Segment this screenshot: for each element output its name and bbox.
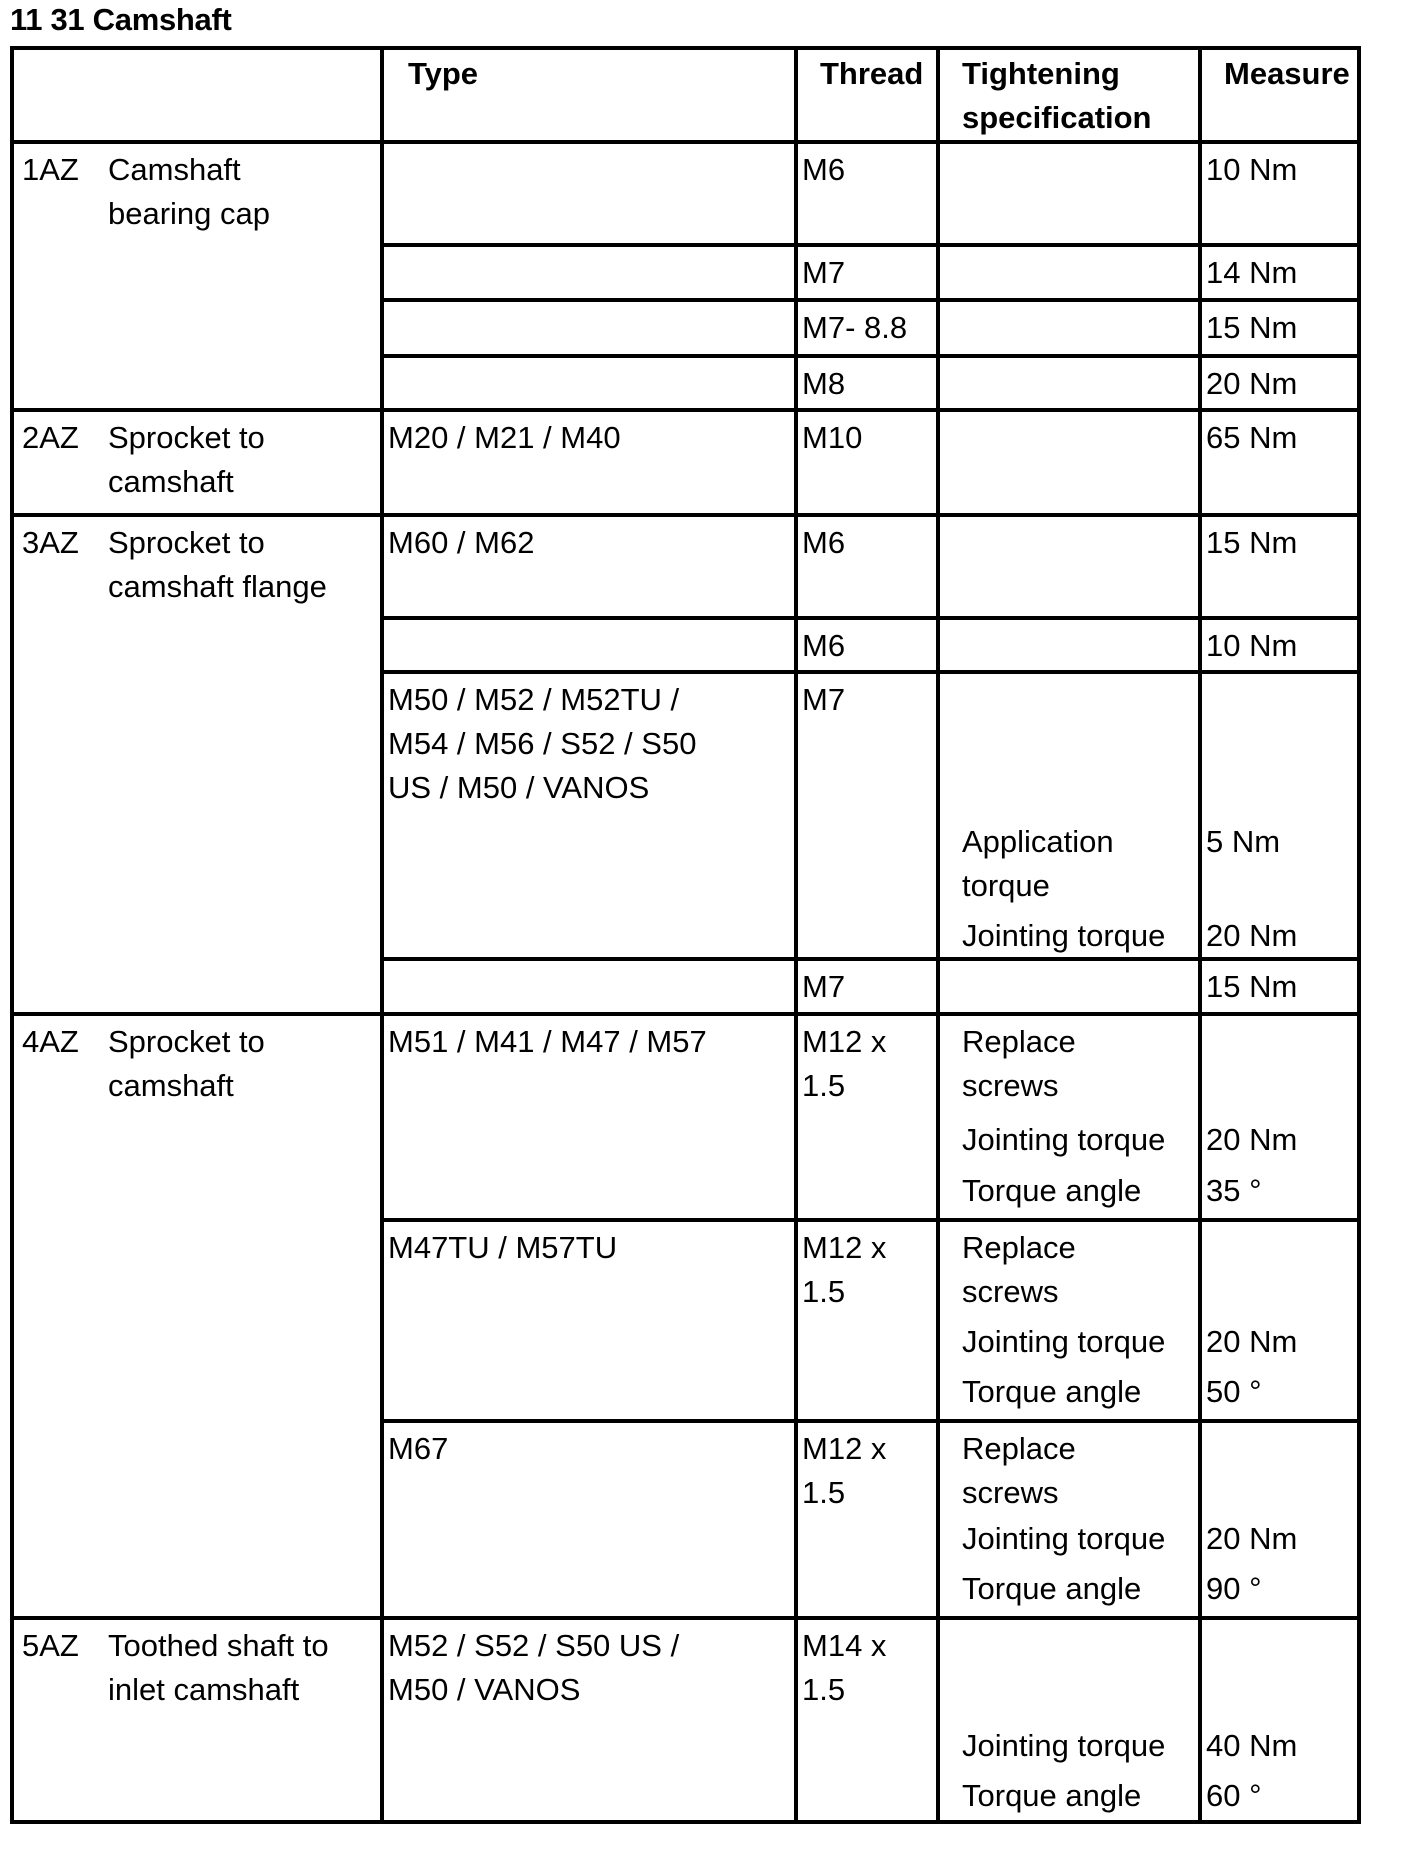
group-code: 2AZ (22, 420, 79, 456)
header-type: Type (382, 48, 796, 142)
thread-cell: M8 (796, 356, 938, 410)
page-title: 11 31 Camshaft (10, 2, 232, 37)
component-name: Toothed shaft to inlet camshaft (108, 1628, 329, 1708)
measure-cell: 10 Nm (1200, 142, 1359, 245)
measure-cell: 14 Nm (1200, 245, 1359, 300)
type-cell (382, 142, 796, 245)
spec-cell: Replace screws Jointing torque Torque angle (938, 1421, 1200, 1619)
torque-spec-table (10, 46, 1361, 1824)
header-component (12, 48, 382, 142)
group-code: 3AZ (22, 525, 79, 561)
thread-cell: M7 (796, 672, 938, 958)
measure-cell: 20 Nm 50 ° (1200, 1220, 1359, 1421)
measure-cell: 15 Nm (1200, 959, 1359, 1014)
component-name: Sprocket to camshaft (108, 420, 265, 500)
thread-cell: M6 (796, 618, 938, 672)
group-cell-5az (12, 1618, 382, 1822)
group-cell-4az (12, 1014, 382, 1618)
measure-cell: 15 Nm (1200, 515, 1359, 618)
spec-cell: Jointing torque Torque angle (938, 1618, 1200, 1822)
thread-cell: M14 x 1.5 (796, 1618, 938, 1822)
group-cell-2az (12, 410, 382, 515)
type-cell: M20 / M21 / M40 (382, 410, 796, 515)
spec-cell (938, 356, 1200, 410)
type-cell (382, 245, 796, 300)
measure-cell: 65 Nm (1200, 410, 1359, 515)
component-name: Sprocket to camshaft flange (108, 525, 327, 605)
header-measure: Measure (1200, 48, 1359, 142)
spec-cell: Replace screws Jointing torque Torque angle (938, 1014, 1200, 1220)
type-cell: M67 (382, 1421, 796, 1619)
type-cell: M60 / M62 (382, 515, 796, 618)
type-cell: M51 / M41 / M47 / M57 (382, 1014, 796, 1220)
type-cell (382, 356, 796, 410)
spec-cell (938, 618, 1200, 672)
type-cell: M47TU / M57TU (382, 1220, 796, 1421)
thread-cell: M6 (796, 142, 938, 245)
type-cell: M52 / S52 / S50 US / M50 / VANOS (382, 1618, 796, 1822)
thread-cell: M12 x 1.5 (796, 1220, 938, 1421)
group-cell-3az (12, 515, 382, 1014)
component-name: Camshaft bearing cap (108, 152, 271, 231)
measure-cell: 40 Nm 60 ° (1200, 1618, 1359, 1822)
thread-cell: M7 (796, 245, 938, 300)
type-cell: M50 / M52 / M52TU / M54 / M56 / S52 / S50 US / M50 / VANOS (382, 672, 796, 958)
group-code: 5AZ (22, 1628, 79, 1664)
type-cell (382, 959, 796, 1014)
component-name: Sprocket to camshaft (108, 1024, 265, 1104)
spec-cell (938, 515, 1200, 618)
measure-cell: 20 Nm (1200, 356, 1359, 410)
header-thread: Thread (796, 48, 938, 142)
table-row (12, 515, 1359, 618)
spec-cell: Replace screws Jointing torque Torque angle (938, 1220, 1200, 1421)
group-cell-1az (12, 142, 382, 410)
header-tightening-line1: Tightening (962, 56, 1120, 91)
measure-cell: 5 Nm 20 Nm (1200, 672, 1359, 958)
group-code: 1AZ (22, 152, 79, 187)
spec-cell (938, 142, 1200, 245)
measure-cell: 10 Nm (1200, 618, 1359, 672)
table-row (12, 410, 1359, 515)
thread-cell: M6 (796, 515, 938, 618)
thread-cell: M7 (796, 959, 938, 1014)
header-tightening-line2: specification (962, 100, 1152, 135)
header-tightening-specification (938, 48, 1200, 142)
measure-cell: 20 Nm 90 ° (1200, 1421, 1359, 1619)
table-row (12, 1618, 1359, 1822)
spec-cell (938, 245, 1200, 300)
table-row (12, 1014, 1359, 1220)
spec-cell (938, 959, 1200, 1014)
spec-cell: Application torque Jointing torque (938, 672, 1200, 958)
thread-cell: M10 (796, 410, 938, 515)
thread-cell: M12 x 1.5 (796, 1014, 938, 1220)
thread-cell: M12 x 1.5 (796, 1421, 938, 1619)
header-row (12, 48, 1359, 142)
measure-cell: 15 Nm (1200, 300, 1359, 355)
table-row (12, 142, 1359, 245)
type-cell (382, 618, 796, 672)
spec-cell (938, 300, 1200, 355)
thread-cell: M7- 8.8 (796, 300, 938, 355)
type-cell (382, 300, 796, 355)
group-code: 4AZ (22, 1024, 79, 1060)
measure-cell: 20 Nm 35 ° (1200, 1014, 1359, 1220)
spec-cell (938, 410, 1200, 515)
